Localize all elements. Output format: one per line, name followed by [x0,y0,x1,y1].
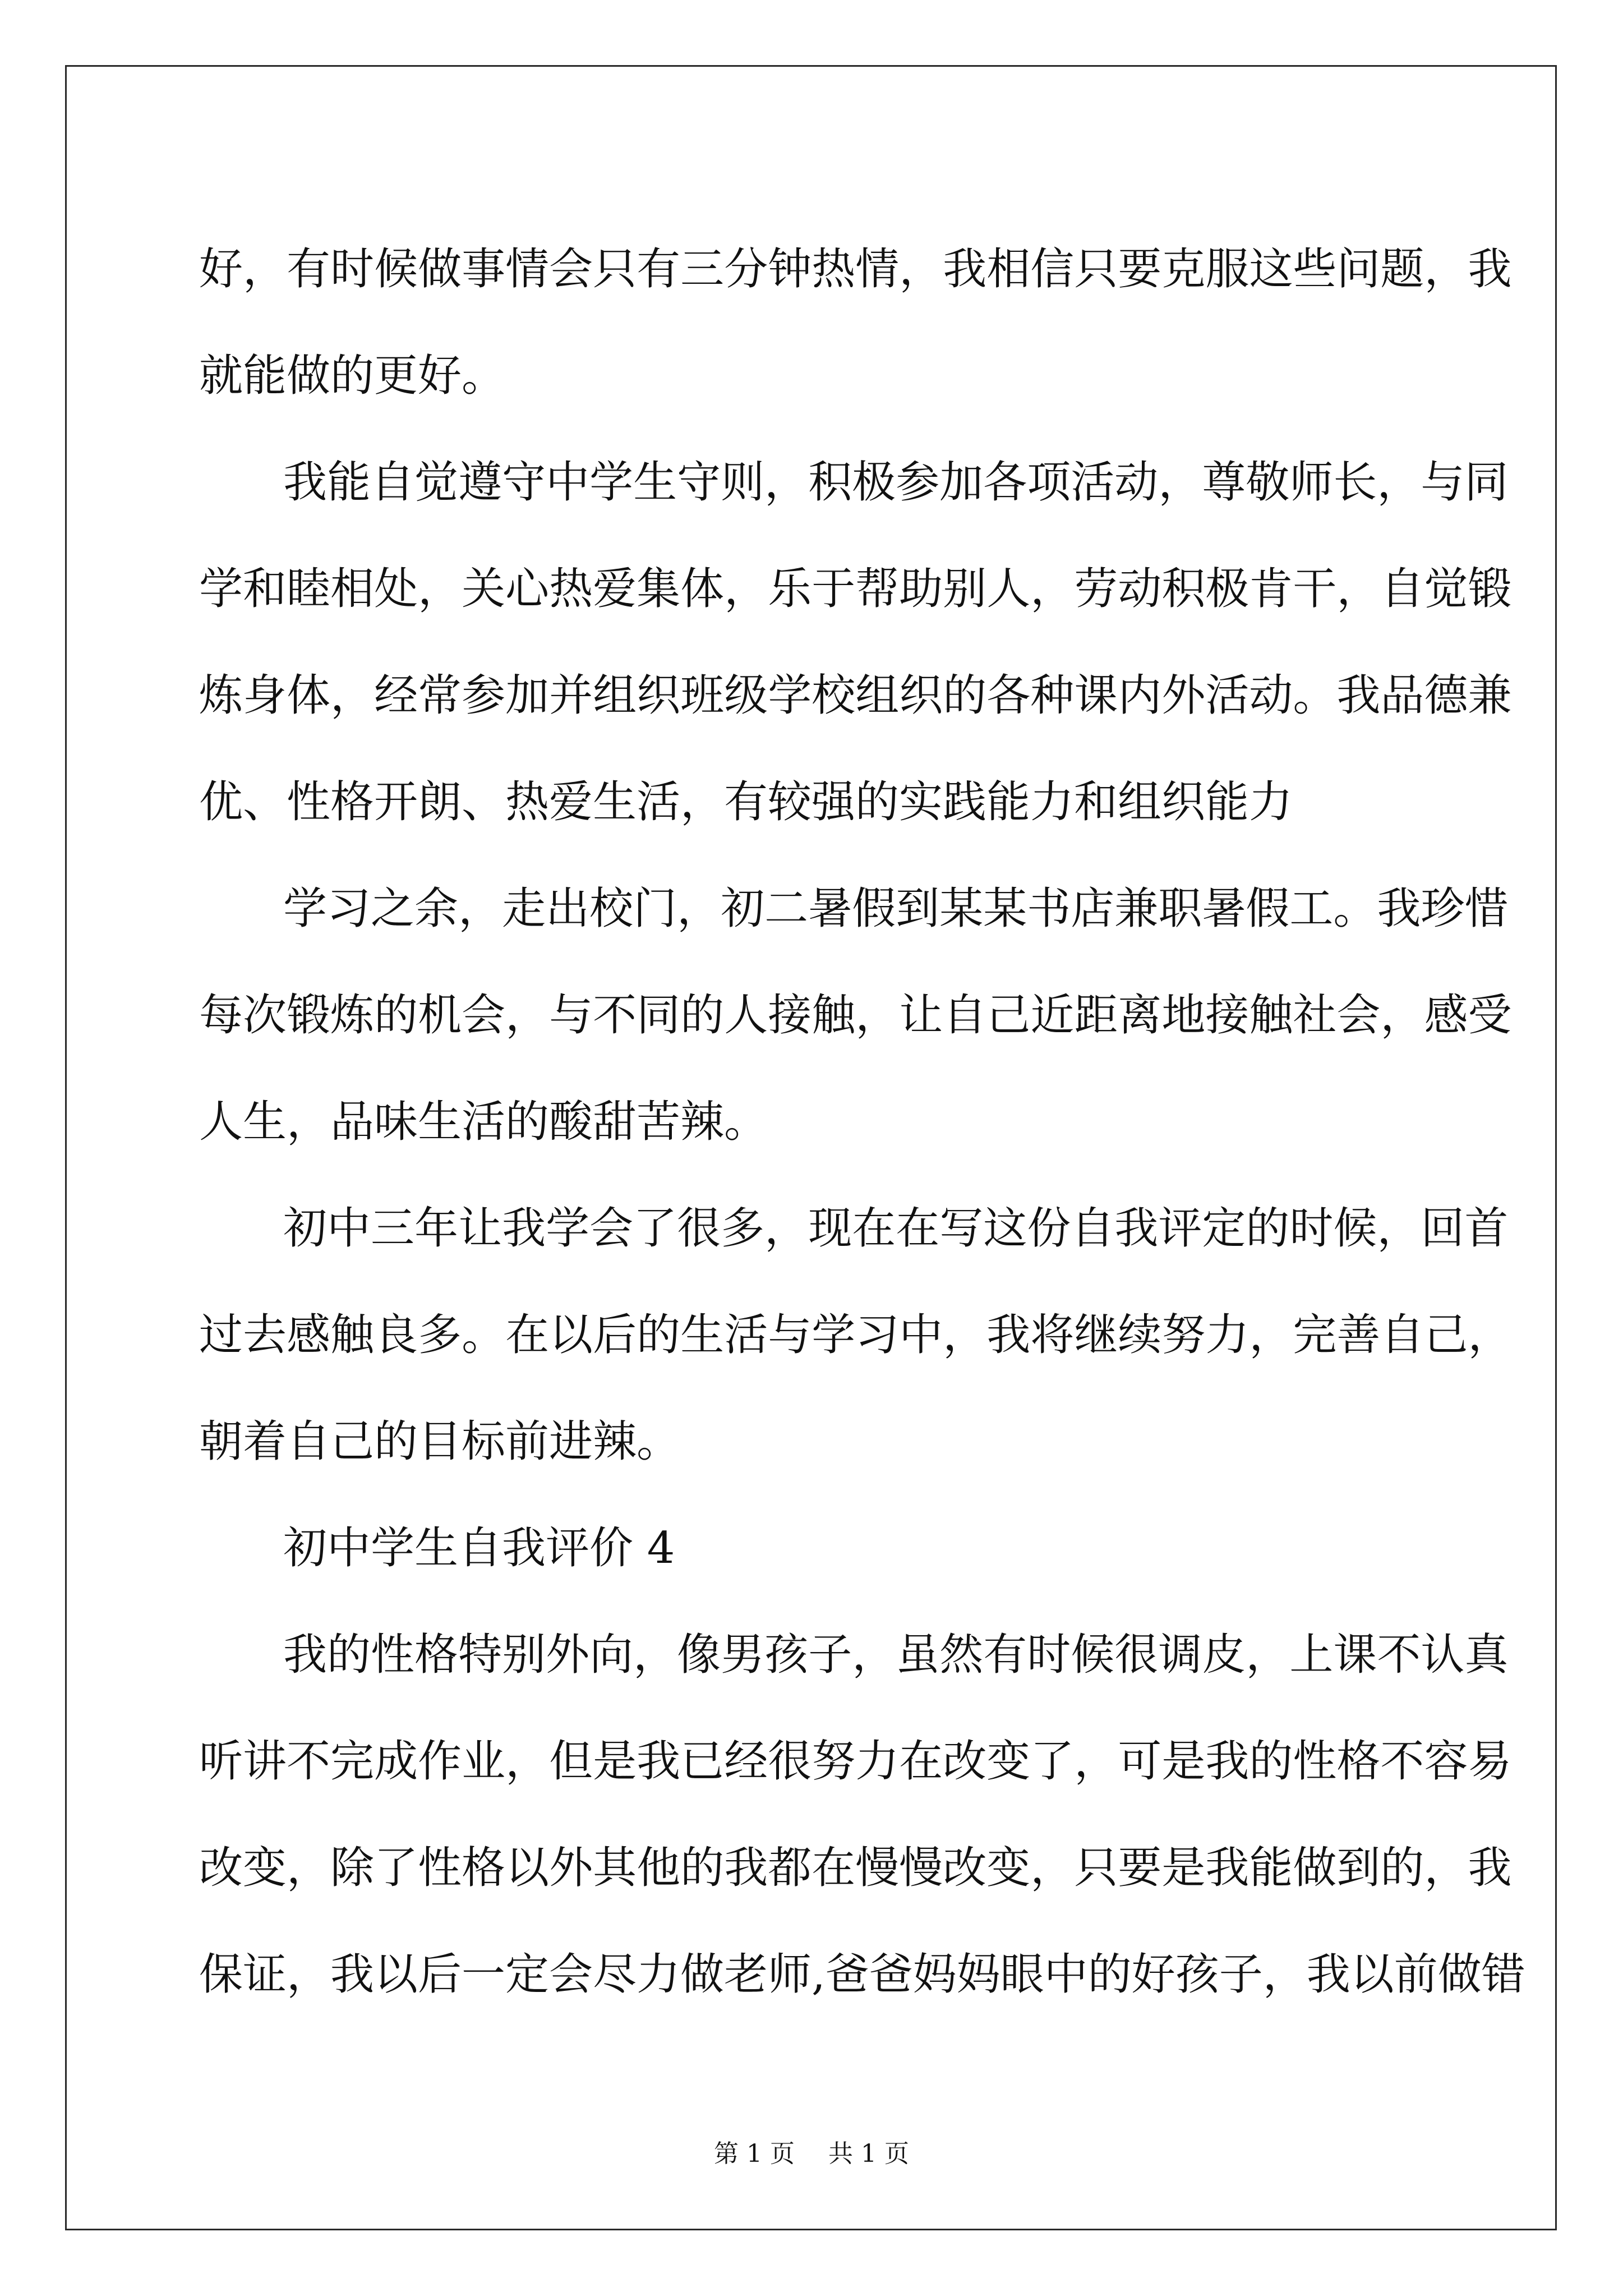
paragraph-1-line: 就能做的更好。 [199,351,506,401]
paragraph-2-line: 优、性格开朗、热爱生活，有较强的实践能力和组织能力 [199,777,1293,827]
paragraph-4-first-line: 初 中 三 年 让 我 学 会 了 很 多 ， 现 在 在 写 这 份 自 我 评 定 的 时 候 ， 回 首 [283,1203,1509,1254]
paragraph-4-line: 朝着自己的目标前进辣。 [199,1416,681,1467]
paragraph-5-first-line: 初中学生自我评价 4 [283,1523,675,1573]
paragraph-4-line: 过 去 感 触 良 多 。 在 以 后 的 生 活 与 学 习 中 ， 我 将 继 续 努 力 ， 完 善 自 己 ， [199,1310,1512,1360]
paragraph-2-line: 学 和 睦 相 处 ， 关 心 热 爱 集 体 ， 乐 于 帮 助 别 人 ， 劳 动 积 极 肯 干 ， 自 觉 锻 [199,564,1512,614]
paragraph-6-line: 听 讲 不 完 成 作 业 ， 但 是 我 已 经 很 努 力 在 改 变 了 ， 可 是 我 的 性 格 不 容 易 [199,1736,1512,1787]
paragraph-6-first-line: 我 的 性 格 特 别 外 向 ， 像 男 孩 子 ， 虽 然 有 时 候 很 调 皮 ， 上 课 不 认 真 [283,1630,1509,1680]
page-total: 共 1 页 [828,2139,909,2168]
paragraph-3-first-line: 学 习 之 余 ， 走 出 校 门 ， 初 二 暑 假 到 某 某 书 店 兼 职 暑 假 工 。 我 珍 惜 [283,884,1509,934]
paragraph-6-line: 改 变 ， 除 了 性 格 以 外 其 他 的 我 都 在 慢 慢 改 变 ， 只 要 是 我 能 做 到 的 ， 我 [199,1843,1512,1893]
paragraph-2-first-line: 我 能 自 觉 遵 守 中 学 生 守 则 ， 积 极 参 加 各 项 活 动 ， 尊 敬 师 长 ， 与 同 [283,457,1509,508]
page-footer [0,2137,1623,2171]
page-number: 第 1 页 [714,2139,795,2168]
paragraph-2-line: 炼 身 体 ， 经 常 参 加 并 组 织 班 级 学 校 组 织 的 各 种 课 内 外 活 动 。 我 品 德 兼 [199,670,1512,721]
paragraph-6-line: 保证，我以后一定会尽力做老师,爸爸妈妈眼中的好孩子，我以前做错 [199,1949,1525,2000]
paragraph-3-line: 人生，品味生活的酸甜苦辣。 [199,1097,768,1147]
paragraph-1-first-line: 好 ， 有 时 候 做 事 情 会 只 有 三 分 钟 热 情 ， 我 相 信 只 要 克 服 这 些 问 题 ， 我 [199,244,1512,295]
document-body [199,216,1525,2028]
paragraph-3-line: 每 次 锻 炼 的 机 会 ， 与 不 同 的 人 接 触 ， 让 自 己 近 距 离 地 接 触 社 会 ， 感 受 [199,990,1512,1041]
